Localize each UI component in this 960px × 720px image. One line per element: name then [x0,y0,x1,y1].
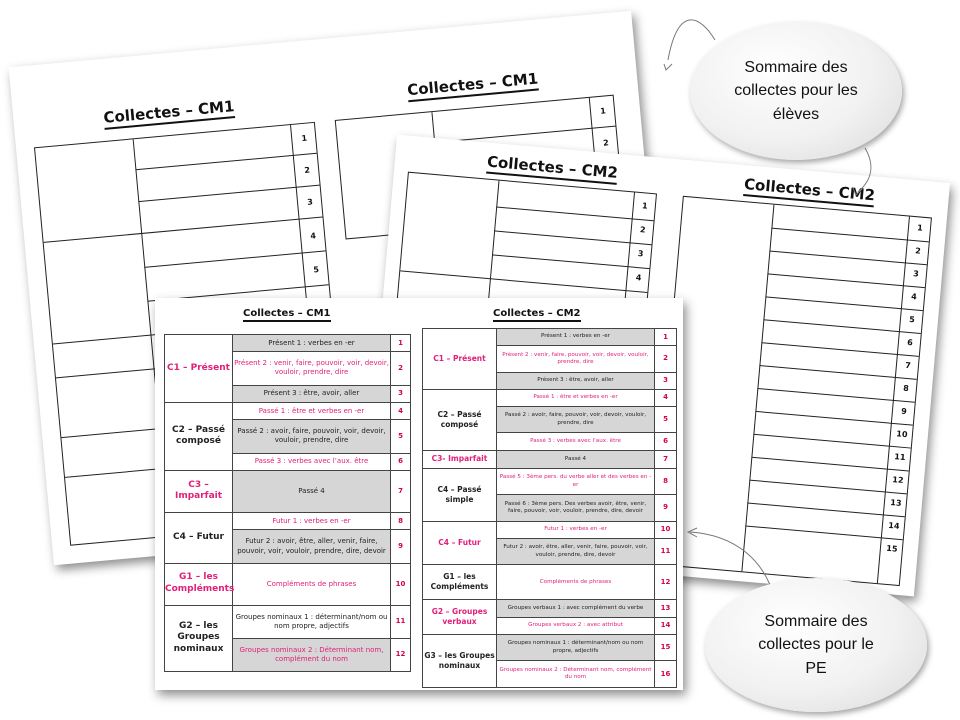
pe-summary-sheet [155,298,683,690]
blank-number: 1 [916,223,924,233]
category-cell: C1 – Présent [165,335,233,403]
collect-number-cell: 1 [391,335,411,352]
category-cell: C3- Imparfait [423,450,497,468]
collect-number-cell: 2 [391,352,411,385]
collect-number-cell: 9 [655,495,677,521]
category-cell: C1 – Présent [423,329,497,390]
collect-number-cell: 3 [655,372,677,389]
collect-cell: Futur 1 : verbes en -er [497,521,655,538]
collect-number-cell: 14 [655,617,677,634]
table-row [165,335,411,352]
blank-number: 5 [908,314,916,325]
collect-cell: Groupes nominaux 2 : Déterminant nom, complément du nom [233,638,391,671]
blank-number: 4 [910,292,918,302]
blank-number: 2 [914,246,922,256]
collect-cell: Présent 2 : venir, faire, pouvoir, voir, devoir, vouloir, prendre, dire [497,346,655,372]
table-row [165,470,411,512]
collect-cell: Passé 3 : verbes avec l’aux. être [497,433,655,450]
table-row [423,329,677,346]
collect-cell: Groupes nominaux 2 : Déterminant nom, complément du nom [497,661,655,688]
collect-number-cell: 12 [655,565,677,600]
teacher-bubble-text: Sommaire des collectes pour le PE [758,613,874,677]
collect-number-cell: 7 [655,450,677,468]
teacher-summary-bubble [705,578,927,712]
blank-number: 8 [902,383,910,394]
collect-number-cell: 10 [655,521,677,538]
blank-number: 6 [906,337,914,348]
blank-number: 9 [900,406,908,417]
table-row [423,450,677,468]
blank-number: 13 [889,498,902,508]
collect-cell: Passé 1 : être et verbes en -er [233,402,391,419]
category-cell: C4 – Futur [165,513,233,564]
table-row [423,521,677,538]
blank-number: 5 [313,265,320,275]
collect-number-cell: 1 [655,329,677,346]
collect-cell: Passé 6 : 3ème pers. Des verbes avoir, être, venir, faire, pouvoir, voir, vouloir, prendre, dire, devoir [497,495,655,521]
collect-cell: Passé 4 [233,470,391,512]
collect-cell: Présent 3 : être, avoir, aller [497,372,655,389]
collect-cell: Groupes verbaux 2 : avec attribut [497,617,655,634]
cm1-blank-title-right: Collectes – CM1 [407,69,539,99]
category-cell: G1 – les Compléments [423,565,497,600]
table-row [423,565,677,600]
table-row [423,389,677,406]
collect-cell: Futur 2 : avoir, être, aller, venir, faire, pouvoir, voir, vouloir, prendre, dire, devoir [497,538,655,564]
blank-number: 1 [301,133,308,144]
collect-number-cell: 6 [655,433,677,450]
collect-cell: Passé 5 : 3ème pers. du verbe aller et des verbes en -er [497,468,655,494]
table-row [423,600,677,617]
students-bubble-text: Sommaire des collectes pour les élèves [734,59,858,123]
collect-number-cell: 5 [391,420,411,453]
collect-number-cell: 11 [655,538,677,564]
blank-number: 3 [912,269,920,279]
blank-number: 4 [309,231,317,241]
blank-number: 10 [895,429,908,440]
students-summary-bubble [690,22,902,160]
table-row [165,513,411,530]
pe-cm1-table [164,334,411,672]
collect-cell: Groupes nominaux 1 : déterminant/nom ou nom propre, adjectifs [497,635,655,661]
collect-cell: Compléments de phrases [497,565,655,600]
blank-number: 11 [893,452,906,463]
collect-number-cell: 15 [655,635,677,661]
blank-number: 1 [599,106,607,116]
collect-number-cell: 7 [391,470,411,512]
blank-number: 2 [303,165,311,175]
collect-number-cell: 4 [655,389,677,406]
pe-cm2-title: Collectes – CM2 [493,308,581,319]
blank-number: 14 [887,520,900,531]
blank-number: 7 [904,360,912,371]
collect-number-cell: 6 [391,453,411,470]
collect-cell: Groupes verbaux 1 : avec complément du verbe [497,600,655,617]
blank-number: 15 [885,543,898,554]
table-row [423,468,677,494]
table-row [165,605,411,638]
collect-number-cell: 5 [655,406,677,432]
collect-number-cell: 2 [655,346,677,372]
collect-number-cell: 12 [391,638,411,671]
collect-cell: Futur 2 : avoir, être, aller, venir, faire, pouvoir, voir, vouloir, prendre, dire, devoir [233,530,391,563]
collect-number-cell: 4 [391,402,411,419]
category-cell: C4 – Futur [423,521,497,565]
collect-number-cell: 8 [391,513,411,530]
blank-number: 3 [306,197,314,207]
category-cell: C3 – Imparfait [165,470,233,512]
collect-number-cell: 11 [391,605,411,638]
collect-number-cell: 13 [655,600,677,617]
collect-cell: Présent 3 : être, avoir, aller [233,385,391,402]
blank-number: 4 [635,272,642,283]
category-cell: G1 – les Compléments [165,563,233,605]
cm1-blank-title-left: Collectes – CM1 [103,97,235,127]
blank-number: 2 [602,138,610,148]
collect-cell: Groupes nominaux 1 : déterminant/nom ou nom propre, adjectifs [233,605,391,638]
collect-cell: Passé 2 : avoir, faire, pouvoir, voir, devoir, vouloir, prendre, dire [233,420,391,453]
collect-cell: Passé 2 : avoir, faire, pouvoir, voir, devoir, vouloir, prendre, dire [497,406,655,432]
pe-cm1-title: Collectes – CM1 [243,308,331,319]
collect-number-cell: 3 [391,385,411,402]
cm2-blank-title-left: Collectes – CM2 [486,153,618,182]
blank-number: 3 [637,249,644,259]
category-cell: C2 – Passé composé [423,389,497,450]
collect-number-cell: 10 [391,563,411,605]
cm2-blank-grid-right [651,196,932,586]
pe-cm2-table [422,328,677,688]
category-cell: C2 – Passé composé [165,402,233,470]
collect-cell: Passé 4 [497,450,655,468]
collect-cell: Présent 1 : verbes en -er [497,329,655,346]
category-cell: G2 – Groupes verbaux [423,600,497,635]
collect-cell: Futur 1 : verbes en -er [233,513,391,530]
collect-number-cell: 8 [655,468,677,494]
category-cell: G3 – les Groupes nominaux [423,635,497,688]
collect-cell: Présent 2 : venir, faire, pouvoir, voir, devoir, vouloir, prendre, dire [233,352,391,385]
table-row [165,402,411,419]
collect-number-cell: 9 [391,530,411,563]
category-cell: C4 – Passé simple [423,468,497,521]
collect-number-cell: 16 [655,661,677,688]
blank-number: 2 [639,225,646,235]
collect-cell: Passé 1 : être et verbes en -er [497,389,655,406]
cm2-blank-title-right: Collectes – CM2 [743,175,875,204]
blank-number: 12 [891,475,904,486]
blank-number: 1 [641,201,649,211]
collect-cell: Passé 3 : verbes avec l’aux. être [233,453,391,470]
collect-cell: Présent 1 : verbes en -er [233,335,391,352]
table-row [165,563,411,605]
table-row [423,635,677,661]
category-cell: G2 – les Groupes nominaux [165,605,233,671]
collect-cell: Compléments de phrases [233,563,391,605]
